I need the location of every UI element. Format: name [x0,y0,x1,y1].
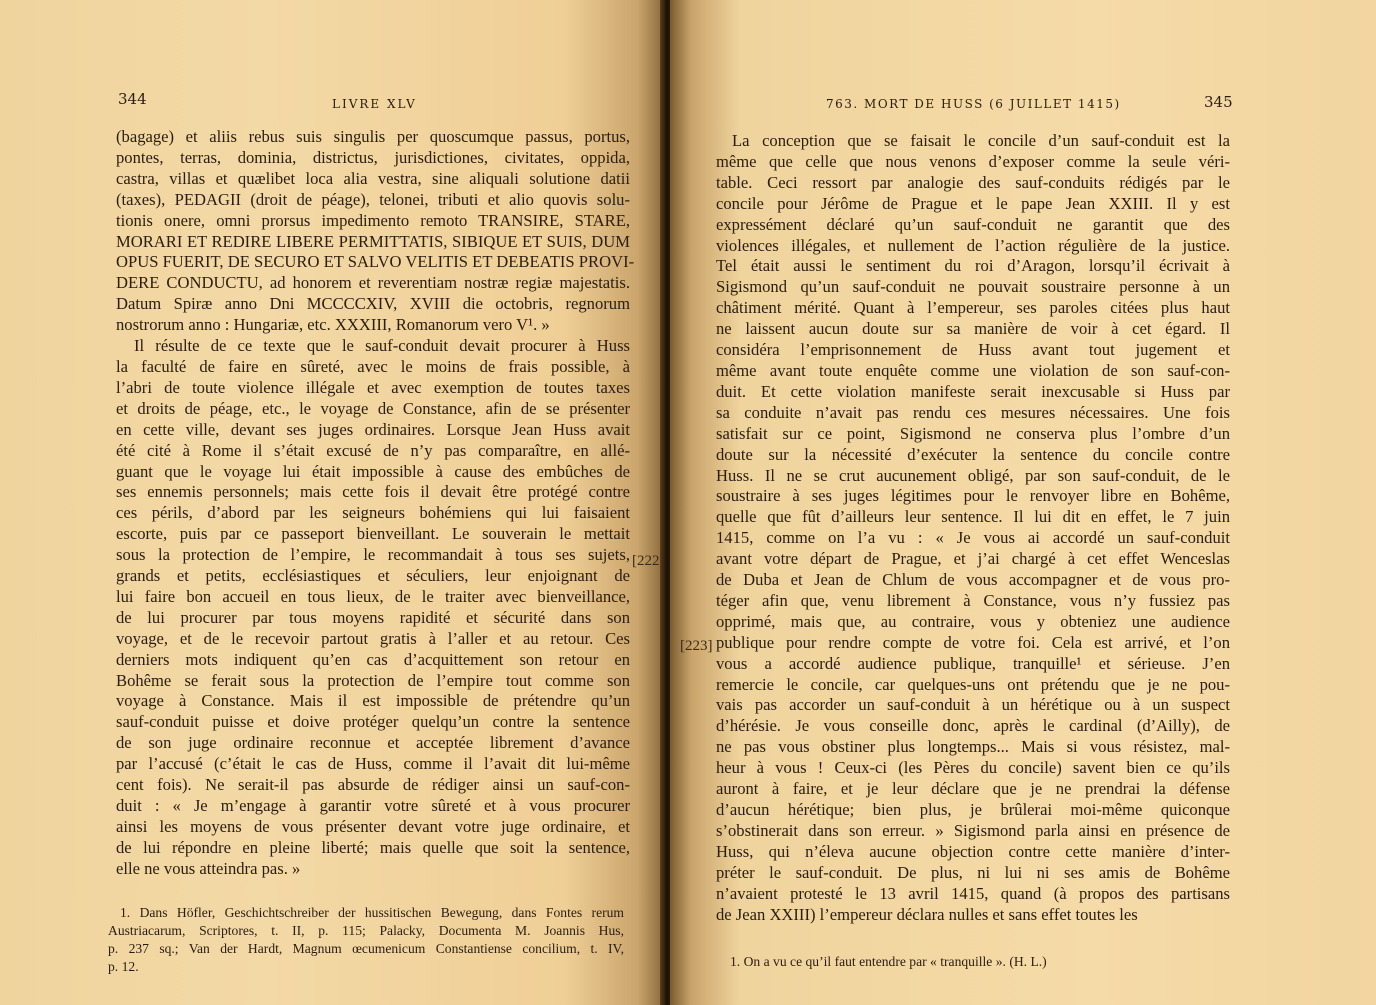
text-line: avant votre départ de Prague, et j’ai chargé à cet effet Wenceslas [716,549,1230,569]
text-line: grands et petits, ecclésiastiques et séculiers, leur enjoignant de [116,566,630,586]
text-line: même que celle que nous venons d’exposer comme la seule véri- [716,151,1230,171]
right-footnote [730,953,1230,971]
text-line: d’aucun hérétique; bien plus, je brûlerai moi-même quiconque [716,800,1230,819]
text-line: pontes, terras, dominia, districtus, jurisdictiones, civitates, oppida, [116,147,630,167]
text-line: voyage, et de le recevoir partout gratis à l’aller et au retour. Ces [116,628,630,648]
text-line: par l’accusé (c’était le cas de Huss, comme il l’avait dit lui-même [116,754,630,774]
text-line: cent fois). Ne serait-il pas absurde de rédiger ainsi un sauf-con- [116,775,630,795]
text-line: quelle que fût d’ailleurs leur sentence. Il lui dit en effet, le 7 juin [716,507,1230,527]
page-number-right: 345 [1204,93,1233,111]
text-line: 1415, comme on l’a vu : « Je vous ai accordé un sauf-conduit [716,528,1230,548]
text-line: escorte, puis par ce passeport bienveillant. Le souverain le mettait [116,524,630,544]
right-page [670,0,1376,1005]
text-line: préter le sauf-conduit. De plus, ni lui ni ses amis de Bohême [716,862,1230,882]
text-line: sous la protection de l’empire, le recommandait à tous ses sujets, [116,545,630,565]
margin-reference-right: [ 223 ] [680,638,713,655]
text-line: de lui répondre en pleine liberté; mais quelle que soit la sentence, [116,837,630,857]
text-line: Sigismond qu’un sauf-conduit ne pouvait soustraire personne à un [716,277,1230,297]
text-line: n’avaient protesté le 13 avril 1415, quand (à propos des partisans [716,883,1230,903]
right-body-text [716,131,1230,925]
text-line: de Jean XXIII) l’empereur déclara nulles et sans effet toutes les [716,904,1138,924]
margin-reference-left: [ 222 ] [632,553,664,570]
running-head-left: LIVRE XLV [332,97,417,111]
text-line: castra, villas et quælibet loca alia vestra, sine aliquali solutione datii [116,168,630,188]
text-line: ses ennemis personnels; mais cette fois il devait être protégé contre [116,482,630,502]
text-line: s’obstinerait dans son erreur. » Sigismond parla ainsi en présence de [716,820,1230,840]
text-line: téger afin que, venu librement à Constance, vous n’y fussiez pas [716,590,1230,610]
left-page [0,0,664,1005]
text-line: de Duba et Jean de Chlum de vous accompagner et de vous pro- [716,570,1230,590]
text-line: remercie le concile, car quelques-uns ont prétendu que je ne pou- [716,674,1230,694]
text-line: DERE CONDUCTU, ad honorem et reverentiam nostræ regiæ majestatis. [116,273,630,293]
text-line: châtiment mérité. Quant à l’empereur, ses paroles citées plus haut [716,298,1230,318]
text-line: même avant toute enquête comme une violation de son sauf-con- [716,360,1230,380]
text-line: considéra l’emprisonnement de Huss avant tout jugement et [716,340,1230,360]
text-line: heur à vous ! Ceux-ci (les Pères du concile) savent bien ce qu’ils [716,758,1230,778]
text-line: en cette ville, devant ses juges ordinaires. Lorsque Jean Huss avait [116,419,630,439]
text-line: vous a accordé audience publique, tranquille¹ et sérieuse. J’en [716,653,1230,673]
text-line: de son juge ordinaire reconnue et acceptée librement d’avance [116,733,630,753]
text-line: auront à faire, et je leur déclare que je ne prendrai la défense [716,779,1230,799]
text-line: la faculté de faire en sûreté, avec le moins de frais possible, à [116,356,630,376]
text-line: satisfait sur ce point, Sigismond ne conserva plus l’ombre d’un [716,423,1230,443]
text-line: sauf-conduit puisse et doive protéger quelqu’un contre la sentence [116,712,630,732]
text-line: table. Ceci ressort par analogie des sauf-conduits rédigés par le [716,172,1230,192]
text-line: derniers mots indiquent qu’en cas d’acquittement son retour en [116,649,630,669]
text-line: publique pour rendre compte de votre foi. Cela est arrivé, et l’on [716,632,1230,652]
footnote-line: Austriacarum, Scriptores, t. II, p. 115; Palacky, Documenta M. Joannis Hus, [108,923,624,938]
page-number-left: 344 [118,90,147,108]
text-line: ainsi les moyens de vous présenter devant votre juge ordinaire, et [116,816,630,836]
text-line: OPUS FUERIT, DE SECURO ET SALVO VELITIS ET DEBEATIS PROVI- [116,252,635,272]
text-line: été cité à Rome il s’était excusé de n’y pas comparaître, en allé- [116,440,630,460]
text-line: tionis onere, omni prorsus impedimento remoto TRANSIRE, STARE, [116,210,630,230]
text-line: ces périls, d’abord par les seigneurs bohémiens qui lui faisaient [116,503,630,523]
text-line: MORARI ET REDIRE LIBERE PERMITTATIS, SIBIQUE ET SUIS, DUM [116,231,630,251]
left-footnote [108,904,624,976]
footnote-line: p. 237 sq.; Van der Hardt, Magnum œcumenicum Constantiense concilium, t. IV, [108,941,624,956]
text-line: lui faire bon accueil en tous lieux, de le traiter avec bienveillance, [116,586,630,606]
text-line: nostrorum anno : Hungariæ, etc. XXXIII, Romanorum vero V¹. » [116,315,550,335]
text-line: d’hérésie. Je vous conseille donc, après le cardinal (d’Ailly), de [716,716,1230,736]
text-line: Tel était aussi le sentiment du roi d’Aragon, lorsqu’il écrivait à [716,256,1230,276]
text-line: violences illégales, et nullement de l’action régulière de la justice. [716,235,1230,255]
text-line: duit. Et cette violation manifeste serait inexcusable si Huss par [716,381,1230,401]
text-line: Bohême se ferait sous la protection de l’empire tout comme son [116,670,630,690]
text-line: opprimé, mais que, au contraire, vous y obteniez une audience [716,611,1230,631]
text-line: Datum Spiræ anno Dni MCCCCXIV, XVIII die octobris, regnorum [116,294,630,314]
text-line: expressément déclaré qu’un sauf-conduit ne garantit que des [716,214,1230,234]
text-line: vais pas accorder un sauf-conduit à un hérétique ou à un suspect [716,695,1230,715]
text-line: et droits de péage, etc., le voyage de Constance, afin de se présenter [116,398,630,418]
text-line: Huss. Il ne se crut aucunement obligé, par son sauf-conduit, de le [716,465,1230,485]
text-line: doute sur la nécessité d’exécuter la sentence du concile contre [716,444,1230,464]
running-head-right: 763. MORT DE HUSS (6 JUILLET 1415) [826,97,1121,111]
footnote-line: p. 12. [108,959,139,974]
text-line: Huss, qui n’éleva aucune objection contre cette manière d’inter- [716,841,1230,861]
text-line: La conception que se faisait le concile d’un sauf-conduit est la [732,131,1230,150]
text-line: de lui procurer par tous moyens rapidité et sécurité dans son [116,607,630,627]
footnote-line: 1. On a vu ce qu’il faut entendre par « tranquille ». (H. L.) [730,954,1047,969]
left-body-text [116,127,635,880]
text-line: elle ne vous atteindra pas. » [116,858,301,878]
text-line: concile pour Jérôme de Prague et le pape Jean XXIII. Il y est [716,193,1230,213]
footnote-line: 1. Dans Höfler, Geschichtschreiber der hussitischen Bewegung, dans Fontes rerum [120,905,624,920]
text-line: (bagage) et aliis rebus suis singulis per quoscumque passus, portus, [116,127,630,146]
text-line: (taxes), PEDAGII (droit de péage), telonei, tributi et alio quovis solu- [116,189,630,209]
text-line: soustraire à ses juges légitimes pour le renvoyer libre en Bohême, [716,486,1230,506]
text-line: duit : « Je m’engage à garantir votre sûreté et à vous procurer [116,796,630,815]
text-line: ne pas vous obstiner plus longtemps... Mais si vous résistez, mal- [716,737,1230,757]
text-line: guant que le voyage lui était impossible à cause des embûches de [116,461,630,481]
text-line: ne laissent aucun doute sur sa manière de voir à cet égard. Il [716,319,1230,339]
text-line: sa conduite n’avait pas rendu ces mesures nécessaires. Une fois [716,402,1230,422]
text-line: voyage à Constance. Mais il est impossible de prétendre qu’un [116,691,630,711]
text-line: l’abri de toute violence illégale et avec exemption de toutes taxes [116,377,630,397]
text-line: Il résulte de ce texte que le sauf-conduit devait procurer à Huss [134,336,630,356]
